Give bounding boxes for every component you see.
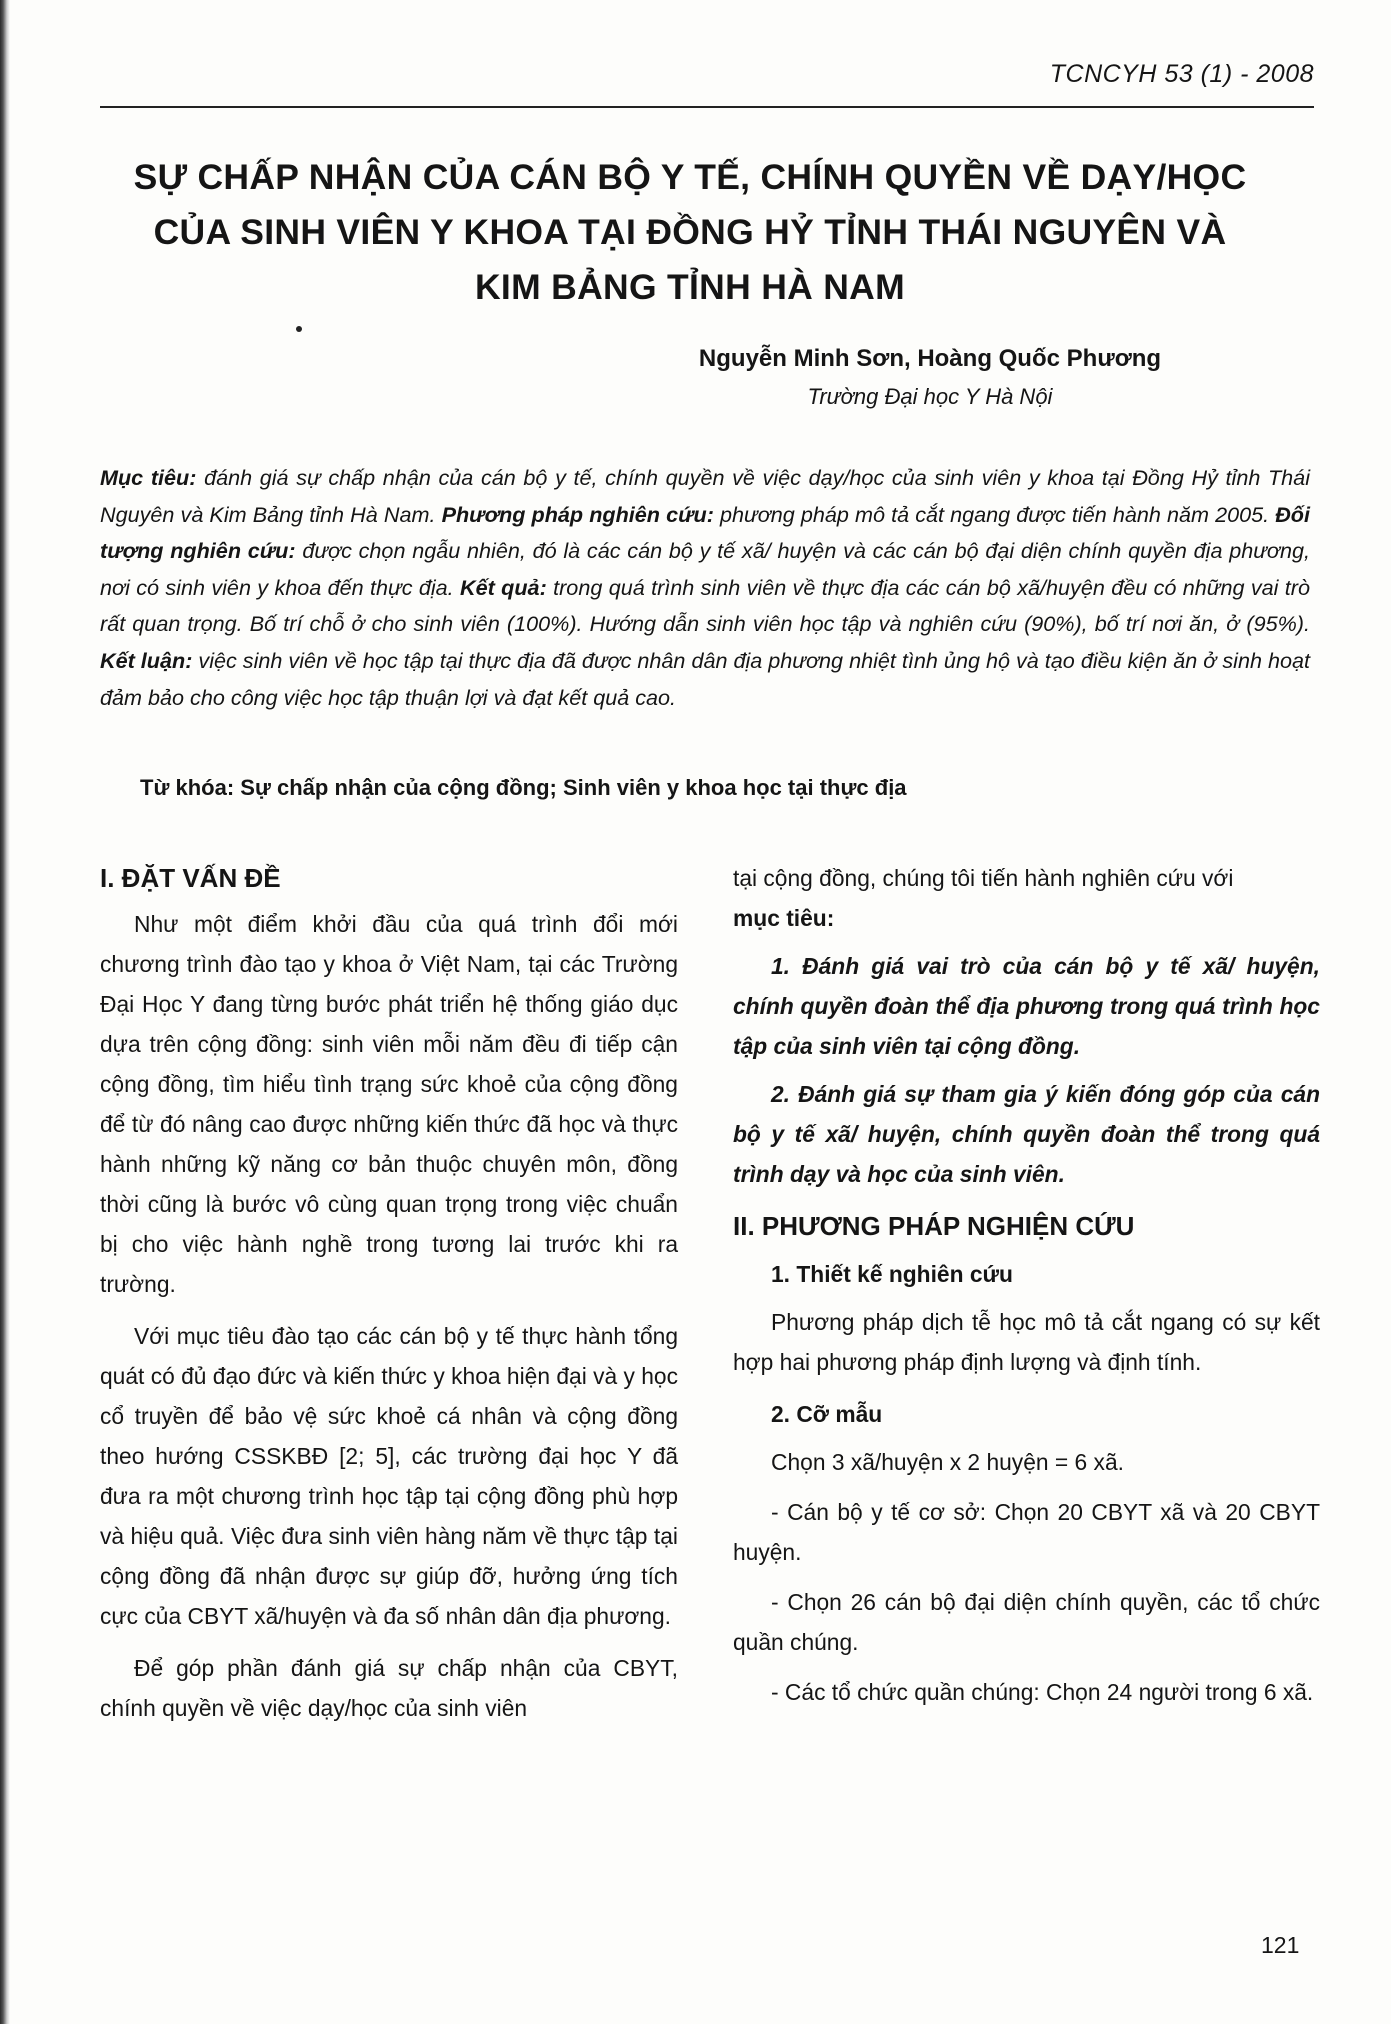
left-column xyxy=(100,858,678,1728)
objective-item: 1. Đánh giá vai trò của cán bộ y tế xã/ huyện, chính quyền đoàn thể địa phương trong quá trình học tập của sinh viên tại cộng đồng. xyxy=(733,953,1320,1059)
abstract-method-label: Phương pháp nghiên cứu: xyxy=(441,501,714,527)
abstract-objective-text: đánh giá sự chấp nhận của cán bộ y tế, chính quyền về việc dạy/học của sinh viên y khoa tại Đồng Hỷ tỉnh Thái Nguyên và Kim Bảng tỉnh Hà Nam. xyxy=(100,465,1310,527)
paragraph: tại cộng đồng, chúng tôi tiến hành nghiên cứu với xyxy=(733,865,1234,891)
journal-reference: TCNCYH 53 (1) - 2008 xyxy=(1049,60,1314,88)
author-affiliation: Trường Đại học Y Hà Nội xyxy=(807,384,1053,409)
title-line: SỰ CHẤP NHẬN CỦA CÁN BỘ Y TẾ, CHÍNH QUYỀN VỀ DẠY/HỌC xyxy=(133,157,1247,197)
objectives-label: mục tiêu: xyxy=(733,905,835,931)
author-names: Nguyễn Minh Sơn, Hoàng Quốc Phương xyxy=(698,345,1162,372)
abstract xyxy=(100,460,1310,716)
scan-edge xyxy=(0,0,10,2024)
article-title xyxy=(90,150,1290,315)
abstract-conclusion-label: Kết luận: xyxy=(100,647,193,673)
page-number: 121 xyxy=(1261,1932,1300,1958)
paragraph: Chọn 3 xã/huyện x 2 huyện = 6 xã. xyxy=(771,1449,1124,1475)
title-line: CỦA SINH VIÊN Y KHOA TẠI ĐỒNG HỶ TỈNH THÁI NGUYÊN VÀ xyxy=(153,212,1227,252)
subsection-heading: 1. Thiết kế nghiên cứu xyxy=(771,1261,1013,1287)
right-column xyxy=(733,858,1320,1712)
abstract-results-text: trong quá trình sinh viên về thực địa các cán bộ xã/huyện đều có những vai trò rất quan trọng. Bố trí chỗ ở cho sinh viên (100%). Hướng dẫn sinh viên học tập và nghiên cứu (90%), bố trí nơi ăn, ở (95%). xyxy=(100,574,1310,637)
running-header xyxy=(100,58,1314,108)
title-line: KIM BẢNG TỈNH HÀ NAM xyxy=(475,267,905,307)
section-heading: II. PHƯƠNG PHÁP NGHIỆN CỨU xyxy=(733,1211,1135,1241)
abstract-objective-label: Mục tiêu: xyxy=(100,465,197,490)
paragraph: Như một điểm khởi đầu của quá trình đổi mới chương trình đào tạo y khoa ở Việt Nam, tại các Trường Đại Học Y đang từng bước phát triển hệ thống giáo dục dựa trên cộng đồng: sinh viên mỗi năm đều đi tiếp cận cộng đồng, tìm hiểu tình trạng sức khoẻ của cộng đồng để từ đó nâng cao được những kiến thức đã học và thực hành những kỹ năng cơ bản thuộc chuyên môn, đồng thời cũng là bước vô cùng quan trọng trong việc chuẩn bị cho việc hành nghề trong tương lai trước khi ra trường. xyxy=(100,911,678,1297)
abstract-subjects-label: Đối tượng nghiên cứu: xyxy=(100,501,1310,564)
paragraph: Để góp phần đánh giá sự chấp nhận của CBYT, chính quyền về việc dạy/học của sinh viên xyxy=(100,1655,678,1721)
paragraph: - Các tổ chức quần chúng: Chọn 24 người trong 6 xã. xyxy=(771,1679,1314,1705)
keywords: Từ khóa: Sự chấp nhận của cộng đồng; Sinh viên y khoa học tại thực địa xyxy=(140,775,907,800)
section-heading: I. ĐẶT VẤN ĐỀ xyxy=(100,863,281,893)
paragraph: - Cán bộ y tế cơ sở: Chọn 20 CBYT xã và 20 CBYT huyện. xyxy=(733,1499,1320,1565)
abstract-method-text: phương pháp mô tả cắt ngang được tiến hành năm 2005. xyxy=(713,501,1276,527)
paragraph: - Chọn 26 cán bộ đại diện chính quyền, các tổ chức quần chúng. xyxy=(733,1589,1320,1655)
author-block xyxy=(640,345,1220,410)
subsection-heading: 2. Cỡ mẫu xyxy=(771,1401,883,1427)
paragraph: Với mục tiêu đào tạo các cán bộ y tế thực hành tổng quát có đủ đạo đức và kiến thức y khoa hiện đại và y học cổ truyền để bảo vệ sức khoẻ cá nhân và cộng đồng theo hướng CSSKBĐ [2; 5], các trường đại học Y đã đưa ra một chương trình học tập tại cộng đồng phù hợp và hiệu quả. Việc đưa sinh viên hàng năm về thực tập tại cộng đồng đã nhận được sự giúp đỡ, hưởng ứng tích cực của CBYT xã/huyện và đa số nhân dân địa phương. xyxy=(100,1323,679,1629)
abstract-subjects-text: được chọn ngẫu nhiên, đó là các cán bộ y tế xã/ huyện và các cán bộ đại diện chính quyền địa phương, nơi có sinh viên y khoa đến thực địa. xyxy=(100,538,1311,600)
abstract-conclusion-text: việc sinh viên về học tập tại thực địa đã được nhân dân địa phương nhiệt tình ủng hộ và tạo điều kiện ăn ở sinh hoạt đảm bảo cho công việc học tập thuận lợi và đạt kết quả cao. xyxy=(100,647,1310,710)
abstract-results-label: Kết quả: xyxy=(460,574,547,600)
scan-speck xyxy=(296,326,302,332)
objective-item: 2. Đánh giá sự tham gia ý kiến đóng góp của cán bộ y tế xã/ huyện, chính quyền đoàn thể trong quá trình dạy và học của sinh viên. xyxy=(733,1081,1320,1187)
paragraph: Phương pháp dịch tễ học mô tả cắt ngang có sự kết hợp hai phương pháp định lượng và định tính. xyxy=(733,1309,1320,1375)
